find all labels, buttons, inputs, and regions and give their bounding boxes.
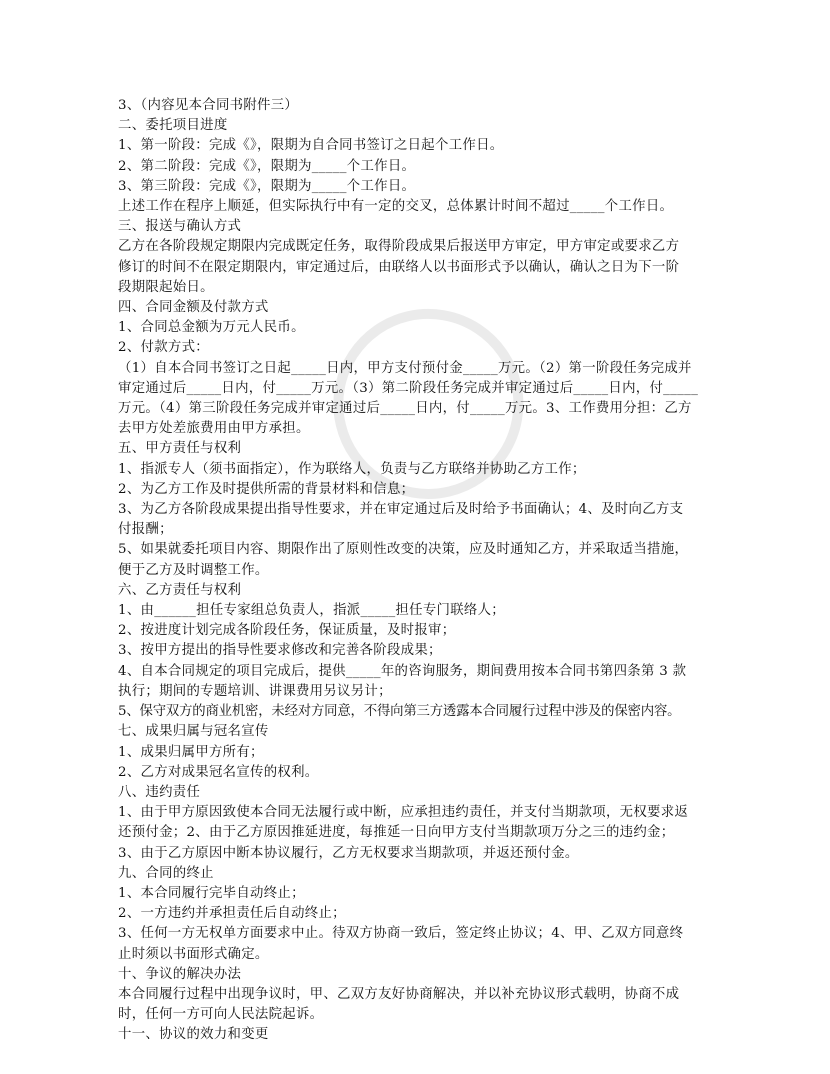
section-heading: 十一、协议的效力和变更 <box>118 1027 269 1043</box>
text-line: 1、第一阶段：完成《》，限期为自合同书签订之日起个工作日。 <box>118 138 504 154</box>
text-line: 段期限起始日。 <box>118 279 214 295</box>
section-heading: 六、乙方责任与权利 <box>118 582 242 598</box>
text-line: 1、成果归属甲方所有； <box>118 744 264 760</box>
section-heading: 七、成果归属与冠名宣传 <box>118 724 269 740</box>
text-line: 上述工作在程序上顺延，但实际执行中有一定的交叉，总体累计时间不超过_____个工作日。 <box>118 199 674 215</box>
text-line: 修订的时间不在限定期限内，审定通过后，由联络人以书面形式予以确认，确认之日为下一阶 <box>118 259 680 275</box>
section-heading: 三、报送与确认方式 <box>118 219 242 235</box>
text-line: 5、如果就委托项目内容、期限作出了原则性改变的决策，应及时通知乙方，并采取适当措施， <box>118 542 689 558</box>
text-line: 4、自本合同规定的项目完成后，提供_____年的咨询服务，期间费用按本合同书第四条第 3 款 <box>118 663 687 679</box>
text-line: 3、按甲方提出的指导性要求修改和完善各阶段成果； <box>118 643 442 659</box>
text-line: 去甲方处差旅费用由甲方承担。 <box>118 421 310 437</box>
text-line: 1、由______担任专家组总负责人，指派_____担任专门联络人； <box>118 603 505 619</box>
text-line: 2、付款方式： <box>118 340 209 356</box>
text-line: 时，任何一方可向人民法院起诉。 <box>118 1007 324 1023</box>
text-line: 审定通过后_____日内，付_____万元。（3）第二阶段任务完成并审定通过后_____日内，付_____ <box>118 380 699 396</box>
text-line: 3、由于乙方原因中断本协议履行，乙方无权要求当期款项，并返还预付金。 <box>118 845 579 861</box>
text-line: （1）自本合同书签订之日起_____日内，甲方支付预付金_____万元。（2）第一阶段任务完成并 <box>118 360 692 376</box>
section-heading: 十、争议的解决办法 <box>118 966 242 982</box>
text-line: 万元。（4）第三阶段任务完成并审定通过后_____日内，付_____万元。3、工作费用分担：乙方 <box>118 401 692 417</box>
text-line: 3、第三阶段：完成《》，限期为_____个工作日。 <box>118 178 416 194</box>
text-line: 2、一方违约并承担责任后自动终止； <box>118 906 346 922</box>
text-line: 1、由于甲方原因致使本合同无法履行或中断，应承担违约责任，并支付当期款项，无权要求返 <box>118 805 689 821</box>
text-line: 1、合同总金额为万元人民币。 <box>118 320 305 336</box>
section-heading: 八、违约责任 <box>118 784 201 800</box>
section-heading: 五、甲方责任与权利 <box>118 441 242 457</box>
text-line: 2、乙方对成果冠名宣传的权利。 <box>118 764 319 780</box>
text-line: 2、按进度计划完成各阶段任务，保证质量，及时报审； <box>118 623 456 639</box>
text-line: 1、指派专人（须书面指定），作为联络人，负责与乙方联络并协助乙方工作； <box>118 461 586 477</box>
text-line: 付报酬； <box>118 522 173 538</box>
text-line: 便于乙方及时调整工作。 <box>118 562 269 578</box>
text-line: 3、任何一方无权单方面要求中止。待双方协商一致后，签定终止协议；4、甲、乙双方同意终 <box>118 926 684 942</box>
text-line: 乙方在各阶段规定期限内完成既定任务，取得阶段成果后报送甲方审定，甲方审定或要求乙方 <box>118 239 680 255</box>
text-line: 2、为乙方工作及时提供所需的背景材料和信息； <box>118 481 415 497</box>
section-heading: 四、合同金额及付款方式 <box>118 300 269 316</box>
text-line: 本合同履行过程中出现争议时，甲、乙双方友好协商解决，并以补充协议形式载明，协商不成 <box>118 986 680 1002</box>
text-line: 还预付金；2、由于乙方原因推延进度，每推延一日向甲方支付当期款项万分之三的违约金； <box>118 825 675 841</box>
contract-page <box>118 96 712 1046</box>
section-heading: 二、委托项目进度 <box>118 118 228 134</box>
text-line: 1、本合同履行完毕自动终止； <box>118 885 305 901</box>
text-line: 5、保守双方的商业机密，未经对方同意，不得向第三方透露本合同履行过程中涉及的保密内容。 <box>118 704 681 720</box>
text-line: 3、为乙方各阶段成果提出指导性要求，并在审定通过后及时给予书面确认；4、及时向乙方支 <box>118 502 684 518</box>
text-line: 止时须以书面形式确定。 <box>118 946 269 962</box>
text-line: 执行；期间的专题培训、讲课费用另议另计； <box>118 683 392 699</box>
text-line: 2、第二阶段：完成《》，限期为_____个工作日。 <box>118 158 416 174</box>
text-line: 3、（内容见本合同书附件三） <box>118 98 299 113</box>
section-heading: 九、合同的终止 <box>118 865 214 881</box>
